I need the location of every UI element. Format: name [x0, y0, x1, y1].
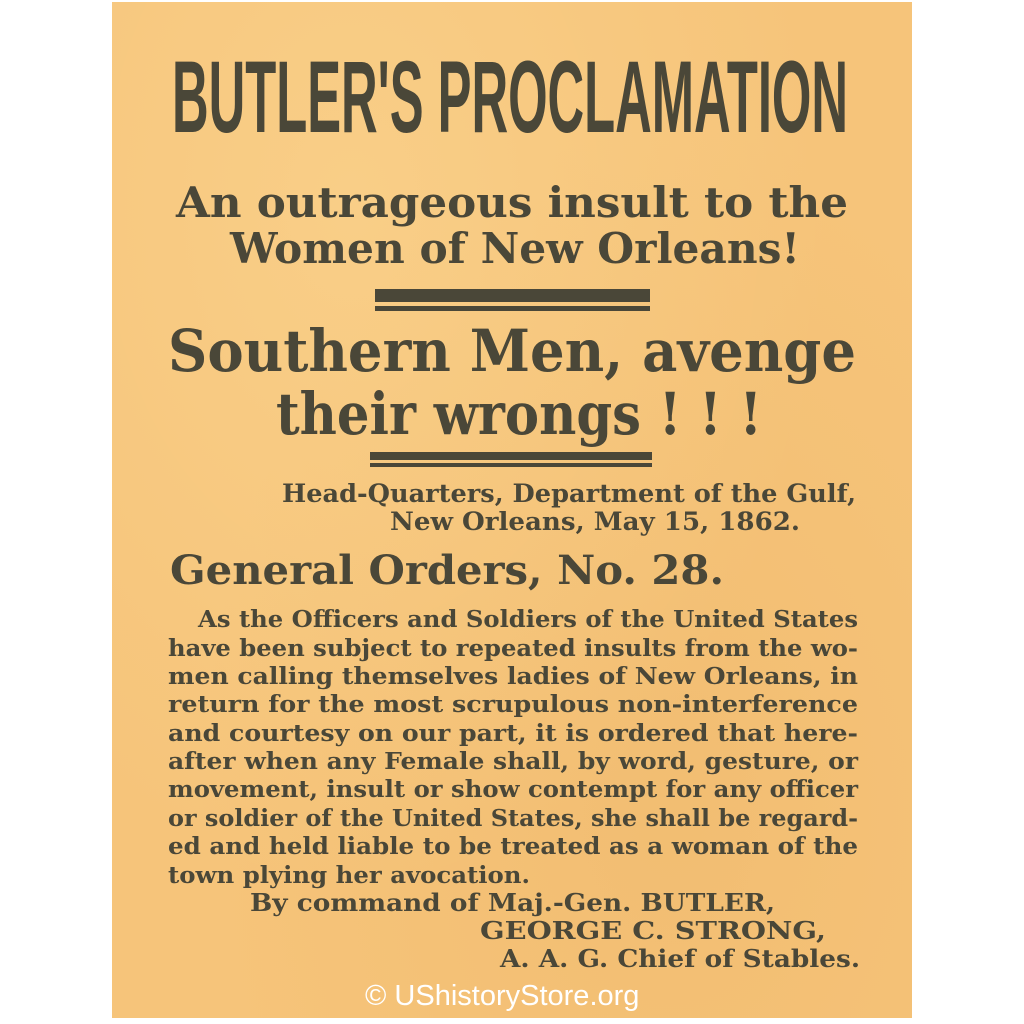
divider-rule-thin: [375, 306, 650, 311]
body-line: or soldier of the United States, she shall be regard-: [168, 805, 858, 832]
dateline-1: Head-Quarters, Department of the Gulf,: [282, 479, 856, 508]
body-line: town plying her avocation.: [168, 862, 530, 889]
subtitle-line-2: Women of New Orleans!: [230, 224, 800, 273]
order-title: General Orders, No. 28.: [170, 547, 724, 594]
body-line: ed and held liable to be treated as a woman of the: [168, 833, 859, 860]
divider-rule-thin-2: [370, 463, 652, 467]
subtitle-line-1: An outrageous insult to the: [176, 178, 848, 227]
divider-rule-thick-2: [370, 452, 652, 460]
body-line: have been subject to repeated insults from the wo-: [168, 635, 858, 662]
signature-command: By command of Maj.-Gen. BUTLER,: [250, 888, 775, 917]
divider-rule-thick: [375, 289, 650, 302]
call-line-1: Southern Men, avenge: [168, 317, 856, 385]
body-line: after when any Female shall, by word, gesture, or: [168, 748, 858, 775]
body-line: return for the most scrupulous non-interference: [168, 691, 858, 718]
dateline-2: New Orleans, May 15, 1862.: [390, 507, 800, 536]
signature-name: GEORGE C. STRONG,: [480, 916, 826, 945]
proclamation-title: BUTLER'S PROCLAMATION: [172, 40, 848, 154]
call-line-2: their wrongs ! ! !: [276, 380, 762, 448]
watermark: © UShistoryStore.org: [365, 980, 640, 1012]
body-line: men calling themselves ladies of New Orleans, in: [168, 663, 858, 690]
body-line: movement, insult or show contempt for any officer: [168, 776, 858, 803]
body-line: and courtesy on our part, it is ordered that here-: [168, 720, 858, 747]
signature-title: A. A. G. Chief of Stables.: [500, 944, 860, 973]
body-line: As the Officers and Soldiers of the United States: [198, 606, 858, 633]
